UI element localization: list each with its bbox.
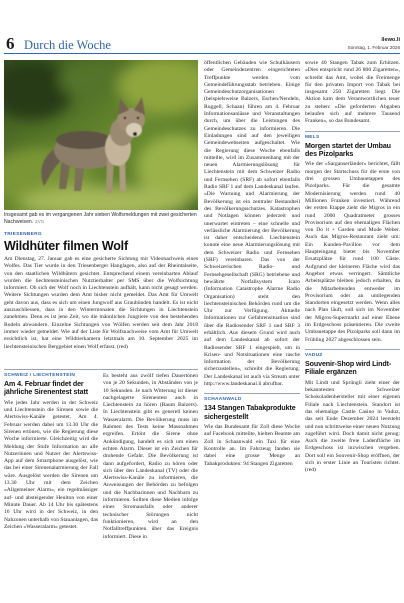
photo-caption [4,212,198,225]
column-4 [305,60,400,601]
mels-article [305,131,400,344]
article-headline: Am 4. Februar findet der jährliche Sirenentest statt [4,380,89,397]
location-label: SCHAANWALD [204,397,242,403]
column-3 [204,60,300,601]
schaanwald-article [204,393,300,468]
article-body: Es besteht aus zwölf tiefen Dauertönen von je 20 Sekunden, in Abständen von je 10 Sekunden. Je nach Witterung ist dieser nachgelagerte Sirenentest auch in Liechtenstein zu hören (Raum Balzers). In Liechtenstein gibt es generell keinen Wasseralarm. Die Bevölkerung muss im Rahmen des Tests keine Massnahmen ergreifen. Ertönt die Sirene ohne Ankündigung, handelt es sich um einen echten Alarm. Dieser ist ein Zeichen für drohende Gefahr. Die Bevölkerung ist dann aufgefordert, Radio zu hören oder sich über den Landeskanal (TV) oder die Alertswiss-Kanäle zu informieren, die Anweisungen der Behörden zu befolgen und die Nachbarinnen und Nachbarn zu informieren. Sollten diese Medien infolge eines Stromausfalls oder anderer technischer Störungen nicht funktionieren, wird an den Notfalltreffpunkten über das Ereignis informiert. Diese in [103,373,198,540]
article-body: Wie das Bundesamt für Zoll diese Woche auf Facebook mitteilte, hielten Beamte am Zoll in Schaanwald ein Taxi für eine Kontrolle an. Im Fahrzeug fanden sie dabei eine grosse Menge an Tabakprodukten: 94 Stangen Zigaretten [204,424,300,467]
article-body: Mit Lindt und Sprüngli zieht einer der bekanntesten Schweizer Schokoladenhersteller mit einer eigenen Filiale nach Liechtenstein. Standort ist das ehemalige Castle Casino in Vaduz, das seit Ende Dezember 2024 leersteht und nun schrittweise einer neuen Nutzung zugeführt wird. Doch damit nicht genug: Auch die zweite freie Ladenfläche im Erdgeschoss ist inzwischen vergeben. Dort soll ein Souvenir-Shop eröffnen, der sich in erster Linie an Touristen richtet. (red) [305,379,400,474]
article-body: sowie 40 Stangen Tabak zum Erhitzen. «Dies entspricht rund 26 800 Zigaretten», schreibt das Amt, wobei die Freimenge für den privaten Import von Tabak bei insgesamt 250 Zigaretten liegt. Die Aktion kam dem Verantwortlichen teuer zu stehen: «Die geforderten Abgaben belaufen sich auf mehrere Tausend Franken», so das Bundesamt. [305,60,400,125]
brand-logo: ilewo.li [381,37,400,43]
location-label: TRIESENBERG [4,232,42,237]
header-rule [4,53,400,54]
photo-credit: ZVG [35,218,45,224]
article-headline: 134 Stangen Tabakprodukte sichergestellt [204,404,296,421]
location-label: MELS [305,134,320,140]
wolf-article [4,60,198,368]
issue-date: Sonntag, 1. Februar 2026 [347,45,400,50]
article-headline: Morgen startet der Umbau des Pizolparks [305,141,391,159]
wolf-photo [4,60,198,210]
sirenentest-article-col2 [103,373,198,601]
section-title: Durch die Woche [24,38,111,52]
article-body: öffentlichen Gebäuden wie Schulhäusern oder Gemeindezentren eingerichteten Treffpunkte werden vom Gemeindeführungsstab betrieben. Einige Gemeindeschutzorganisationen (beispielsweise Balzers, Eschen/Nendeln, Ruggell, Schaan) führen am 4. Februar Informationsanlässe und Veranstaltungen durch, um über die Leistungen des Gemeindeschutzes zu informieren. Die Einladungen sind auf den jeweiligen Gemeindewebseiten aufgeschaltet. Wie die Regierung diese Woche ebenfalls mitteilte, wird im Zusammenhang mit der neuen Alarmierungslösung für Liechtenstein mit dem Schweizer Radio und Fernsehen (SRF) ab sofort ebenfalls Radio SRF 1 auf dem Landeskanal laufen. «Die Warnung und Alarmierung der Bevölkerung ist ein zentraler Bestandteil des Bevölkerungsschutzes. Katastrophen und Notlagen können jederzeit und unerwartet eintreten – eine schnelle und verlässliche Alarmierung der Bevölkerung ist daher entscheidend. Liechtenstein konnte eine neue Alarmierungslösung mit dem Schweizer Radio und Fernsehen (SRF) vereinbaren. Das von der Schweizerischen Radio- und Fernsehgesellschaft (SRG) betriebene und bewährte Notfallsystem Icaro (Information Catastrophe Alarme Radio Organisation) steht den liechtensteinischen Behörden rund um die Uhr zur Verfügung. Aktuelle Informationen zur Gefahrensituation sind über die Radiosender SRF 1 und SRF 3 erhältlich. Aus diesem Grund wird auch auf dem Landeskanal ab sofort der Radiosender SRF 1 eingespielt, um in Krisen- und Notsituationen eine rasche Information der Bevölkerung sicherzustellen», schreibt die Regierung. Der Landeskanal ist auch via Stream unter http://www.landeskanal.li abrufbar. [204,60,300,388]
article-body: Wie der «Sarganserländer» berichtet, fällt morgen der Startschuss für die erste von drei grossen Umbauetappen des Pizolparks. Für die gesamte Modernisierung werden rund 40 Millionen Franken investiert. Während der ersten Etappe zieht die Migros in ein rund 2000 Quadratmeter grosses Provisorium auf den ehemaligen Flächen von Do it + Garden und Mode Weber. Auch das Migros-Restaurant zieht um: Ein Kunden-Pavillon vor dem Haupteingang bietet bis November Ersatzplätze für rund 100 Gäste. Aufgrund der kleineren Fläche wird das Angebot etwas verringert. Sämtliche Arbeitsplätze bleiben jedoch erhalten, da die Mitarbeitenden entweder im Provisorium oder an umliegenden Standorten eingesetzt werden. Wenn alles nach Plan läuft, soll sich im November der Migros-Supermarkt auf einer Ebene im Erdgeschoss präsentieren. Die zweite Umbauetappe des Pizolparks soll dann im Frühling 2027 abgeschlossen sein. [305,161,400,343]
location-label: SCHWEIZ / LIECHTENSTEIN [4,373,76,378]
section-divider [4,369,198,370]
sirenentest-article-col1 [4,373,98,601]
article-headline: Souvenir-Shop wird Lindt-Filiale ergänzen [305,359,392,377]
article-body: Wie jedes Jahr werden in der Schweiz und Liechtenstein die Sirenen sowie die Alertswiss-Kanäle getestet. Am 4. Februar werden dabei um 13.30 Uhr die Sirenen ertönen, wie die Regierung diese Woche informierte. Gleichzeitig wird die Meldung der Stufe Information an alle Nutzerinnen und Nutzer der Alertswiss-App auf dem Smartphone ausgelöst, wie das bei einer Sirenenalarmierung der Fall wäre. Ausgelöst werden die Sirenen um 13.30 Uhr mit dem Zeichen «Allgemeiner Alarm», ein regelmässiger auf- und absteigender Heulton von einer Minute Dauer. Ab 14 Uhr bis spätestens 16 Uhr wird in der Schweiz, in den Nahzonen unterhalb von Stauanlagen, das Zeichen «Wasseralarm» getestet. [4,399,98,530]
spacer [4,225,198,232]
article-body: Am Dienstag, 27. Januar gab es eine gesicherte Sichtung mit Videonachweis eines Wolfes. Das Tier wurde in den Triesenberger Hanglagen, also auf der Rheintalseite, von den staatlichen Wildhütern gesichtet. Entsprechend einem vereinbarten Ablauf wurden die liechtensteinischen Nutztierhalter per SMS über die Wolfsichtung informiert. Ob sich der Wolf noch in Liechtenstein aufhält, kann nicht gesagt werden. Weitere Sichtungen wurden dem Amt bisher nicht gemeldet. Das Amt für Umwelt geht davon aus, dass es sich um einen Jungwolf aus Graubünden handelt. Es ist nicht auszuschliessen, dass in den Wintermonaten die Sichtungen in Liechtenstein zunehmen. Denn es ist jene Zeit, wo die männlichen Jungtiere von den bestehenden Rudeln abwandern. Einzelne Sichtungen von Wölfen werden seit dem Jahr 2018 immer wieder gemeldet. Wie auf der Liste für Wolfsnachweise vom Amt für Umwelt ersichtlich ist, hat eine Wildtierkamera letztmals am 10. September 2025 im liechtensteinischen Berggebiet einen Wolf erfasst. (red) [4,256,198,350]
location-label: VADUZ [305,352,323,358]
page-number: 6 [6,34,15,53]
vaduz-article [305,349,400,475]
article-headline: Wildhüter filmen Wolf [4,239,128,253]
photo-caption-text: Insgesamt gab es im vergangenen Jahr sieben Wolfsmeldungen mit zwei gesicherten Nachweisen. [4,212,197,225]
